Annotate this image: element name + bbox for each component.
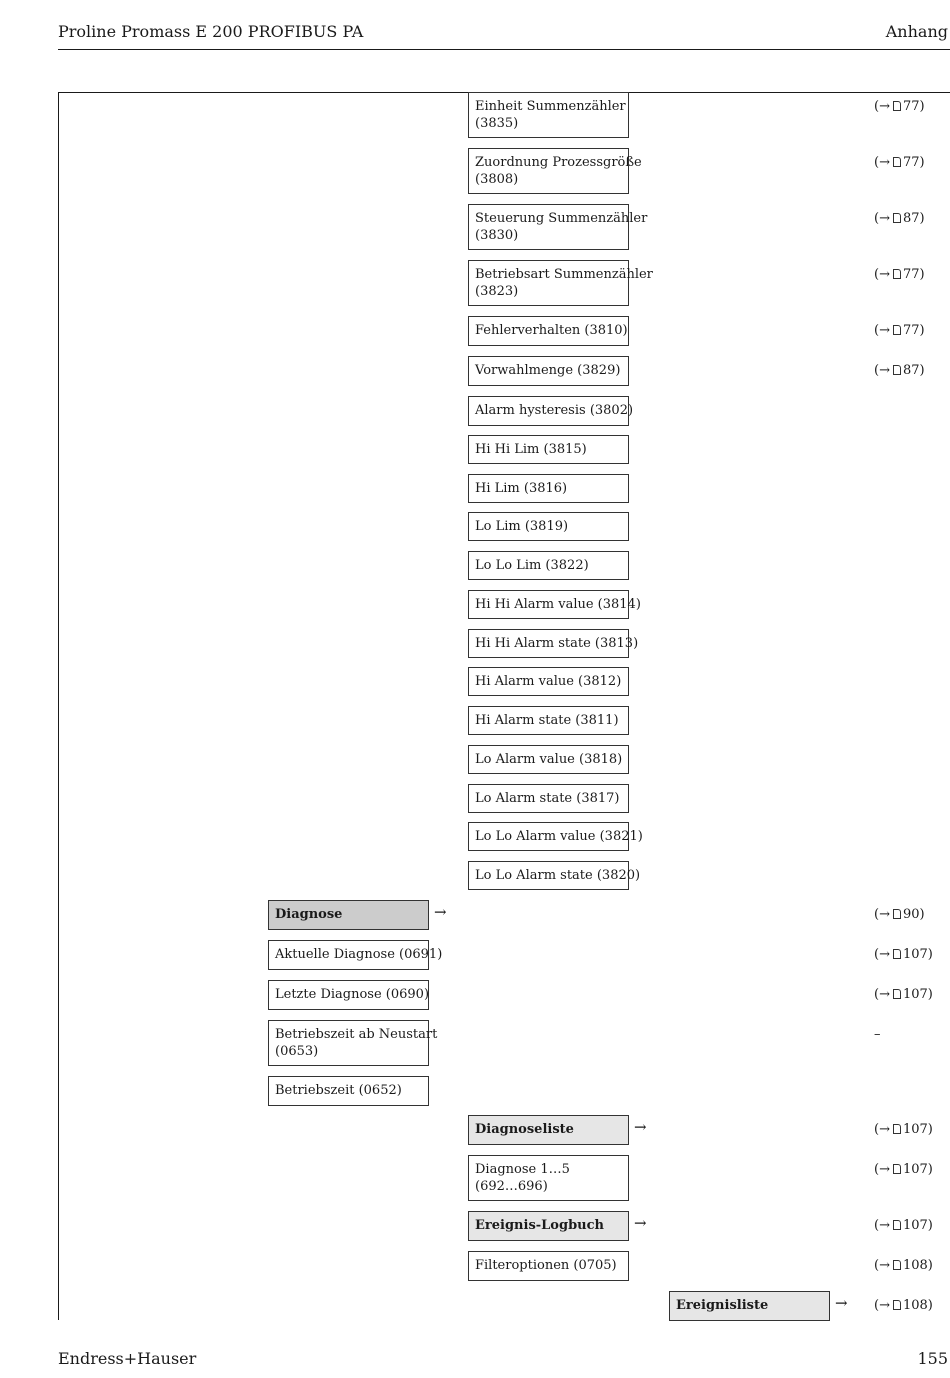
parameter-label-line: (0653) bbox=[275, 1044, 319, 1059]
page-reference: (→ 108) bbox=[874, 1298, 933, 1313]
parameter-label: Fehlerverhalten (3810) bbox=[475, 323, 628, 338]
submenu-arrow-icon: → bbox=[434, 903, 447, 921]
page-reference: (→ 77) bbox=[874, 267, 925, 282]
menu-group-box bbox=[669, 1291, 830, 1321]
page-reference: (→ 107) bbox=[874, 947, 933, 962]
parameter-label-line: Einheit Summenzähler bbox=[475, 99, 626, 114]
parameter-label: Hi Alarm value (3812) bbox=[475, 674, 622, 689]
parameter-label: Hi Hi Alarm state (3813) bbox=[475, 636, 639, 651]
parameter-box bbox=[468, 316, 629, 346]
parameter-box bbox=[468, 667, 629, 696]
parameter-box bbox=[468, 148, 642, 194]
parameter-box bbox=[468, 92, 629, 138]
parameter-label-line: Betriebszeit ab Neustart bbox=[275, 1027, 438, 1042]
header-section: Anhang bbox=[885, 22, 948, 41]
parameter-label-line: (692…696) bbox=[475, 1179, 548, 1194]
parameter-box bbox=[468, 396, 634, 426]
menu-group-label: Diagnoseliste bbox=[475, 1122, 574, 1137]
page-icon bbox=[893, 1300, 901, 1310]
page-icon bbox=[893, 1164, 901, 1174]
page-icon bbox=[893, 1124, 901, 1134]
parameter-label: Lo Lim (3819) bbox=[475, 519, 569, 534]
parameter-box bbox=[268, 1020, 438, 1066]
parameter-box bbox=[268, 980, 429, 1010]
page-icon bbox=[893, 989, 901, 999]
parameter-label-line: (3808) bbox=[475, 172, 519, 187]
submenu-arrow-icon: → bbox=[835, 1294, 848, 1312]
page-icon bbox=[893, 213, 901, 223]
parameter-label-line: Betriebsart Summenzähler bbox=[475, 267, 653, 282]
page-reference: (→ 107) bbox=[874, 1162, 933, 1177]
parameter-box bbox=[268, 940, 443, 970]
page-reference: (→ 87) bbox=[874, 363, 925, 378]
parameter-box bbox=[468, 1251, 629, 1281]
footer-company: Endress+Hauser bbox=[58, 1349, 197, 1368]
page-reference: (→ 107) bbox=[874, 1122, 933, 1137]
menu-group-box bbox=[468, 1115, 629, 1145]
page-reference: (→ 77) bbox=[874, 99, 925, 114]
parameter-label: Lo Lo Lim (3822) bbox=[475, 558, 589, 573]
menu-group-label: Ereignis-Logbuch bbox=[475, 1218, 604, 1233]
page-reference: (→ 77) bbox=[874, 323, 925, 338]
header-rule bbox=[58, 49, 950, 50]
page-icon bbox=[893, 101, 901, 111]
parameter-label: Lo Lo Alarm value (3821) bbox=[475, 829, 643, 844]
menu-group-label: Diagnose bbox=[275, 907, 343, 922]
submenu-arrow-icon: → bbox=[634, 1118, 647, 1136]
page-icon bbox=[893, 325, 901, 335]
page-icon bbox=[893, 269, 901, 279]
header-doc-title: Proline Promass E 200 PROFIBUS PA bbox=[58, 22, 364, 41]
parameter-label: Hi Hi Alarm value (3814) bbox=[475, 597, 641, 612]
parameter-label: Lo Alarm state (3817) bbox=[475, 791, 620, 806]
parameter-label: Letzte Diagnose (0690) bbox=[275, 987, 430, 1002]
parameter-box bbox=[468, 706, 629, 735]
parameter-box bbox=[468, 512, 629, 541]
parameter-box bbox=[468, 590, 641, 619]
page-reference: (→ 87) bbox=[874, 211, 925, 226]
page-reference: (→ 107) bbox=[874, 1218, 933, 1233]
parameter-box bbox=[468, 551, 629, 580]
parameter-label: Lo Lo Alarm state (3820) bbox=[475, 868, 641, 883]
parameter-label-line: (3830) bbox=[475, 228, 519, 243]
parameter-box bbox=[468, 861, 641, 890]
parameter-label: Alarm hysteresis (3802) bbox=[475, 403, 634, 418]
parameter-box bbox=[468, 474, 629, 503]
page-reference: (→ 90) bbox=[874, 907, 925, 922]
parameter-label-line: Steuerung Summenzähler bbox=[475, 211, 648, 226]
parameter-label-line: (3823) bbox=[475, 284, 519, 299]
parameter-box bbox=[468, 745, 629, 774]
page-icon bbox=[893, 909, 901, 919]
parameter-box bbox=[468, 1155, 629, 1201]
parameter-label: Filteroptionen (0705) bbox=[475, 1258, 617, 1273]
parameter-label: Hi Hi Lim (3815) bbox=[475, 442, 587, 457]
parameter-box bbox=[468, 822, 643, 851]
page-icon bbox=[893, 1220, 901, 1230]
menu-group-box bbox=[268, 900, 429, 930]
menu-group-box bbox=[468, 1211, 629, 1241]
parameter-box bbox=[468, 435, 629, 464]
page-icon bbox=[893, 157, 901, 167]
page-reference: (→ 108) bbox=[874, 1258, 933, 1273]
parameter-box bbox=[468, 204, 648, 250]
page-icon bbox=[893, 1260, 901, 1270]
parameter-box bbox=[468, 260, 653, 306]
parameter-label-line: Zuordnung Prozessgröße bbox=[475, 155, 642, 170]
parameter-box bbox=[468, 356, 629, 386]
parameter-label: Lo Alarm value (3818) bbox=[475, 752, 623, 767]
page-number: 155 bbox=[917, 1349, 948, 1368]
parameter-label-line: (3835) bbox=[475, 116, 519, 131]
parameter-label: Hi Lim (3816) bbox=[475, 481, 568, 496]
parameter-label: Aktuelle Diagnose (0691) bbox=[275, 947, 443, 962]
parameter-box bbox=[468, 784, 629, 813]
parameter-label: Vorwahlmenge (3829) bbox=[475, 363, 621, 378]
submenu-arrow-icon: → bbox=[634, 1214, 647, 1232]
page-reference: (→ 107) bbox=[874, 987, 933, 1002]
page-icon bbox=[893, 365, 901, 375]
page-reference: (→ 77) bbox=[874, 155, 925, 170]
menu-group-label: Ereignisliste bbox=[676, 1298, 769, 1313]
parameter-box bbox=[268, 1076, 429, 1106]
page-icon bbox=[893, 949, 901, 959]
page-reference: – bbox=[874, 1027, 881, 1042]
parameter-label: Hi Alarm state (3811) bbox=[475, 713, 619, 728]
parameter-label: Betriebszeit (0652) bbox=[275, 1083, 402, 1098]
parameter-label-line: Diagnose 1…5 bbox=[475, 1162, 570, 1177]
parameter-box bbox=[468, 629, 639, 658]
